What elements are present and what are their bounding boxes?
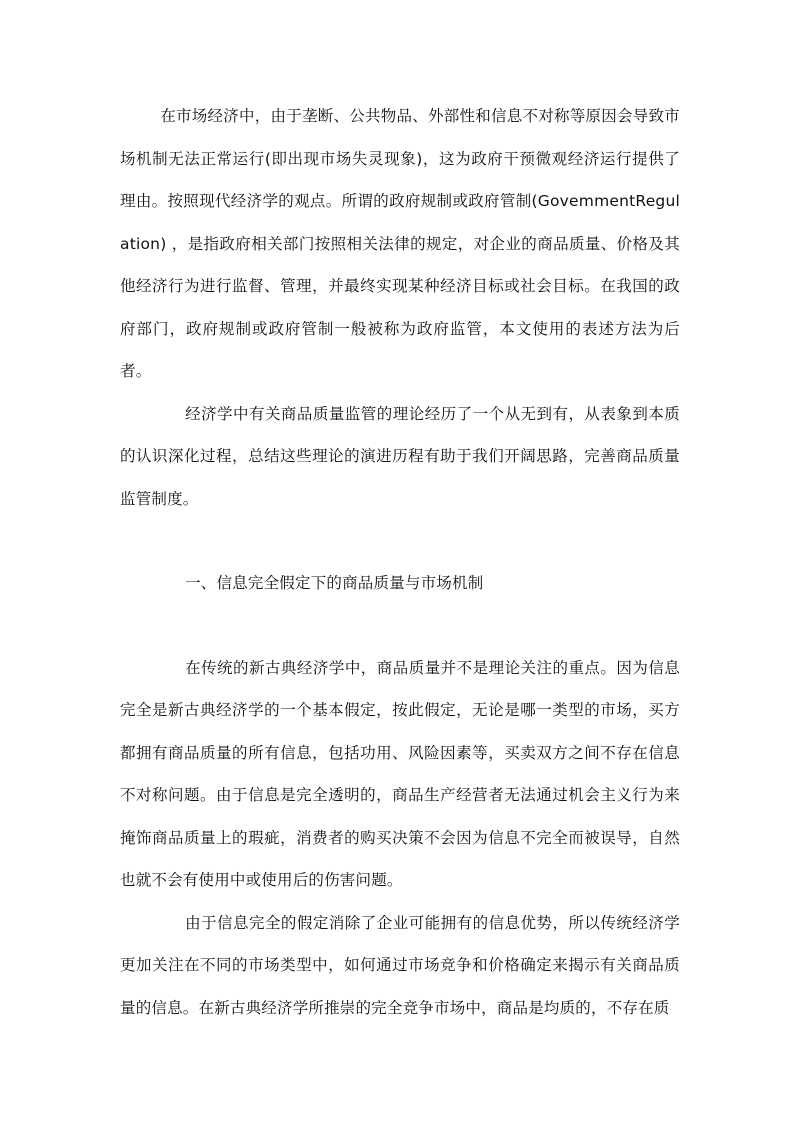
section-heading: 一、信息完全假定下的商品质量与市场机制 xyxy=(185,574,484,592)
document-body xyxy=(120,95,680,1029)
paragraph-neoclassical: 在传统的新古典经济学中，商品质量并不是理论关注的重点。因为信息完全是新古典经济学的一个基本假定，按此假定，无论是哪一类型的市场，买方都拥有商品质量的所有信息，包括功用、风险因素等，买卖双方之间不存在信息不对称问题。由于信息是完全透明的，商品生产经营者无法通过机会主义行为来掩饰商品质量上的瑕疵，消费者的购买决策不会因为信息不完全而被误导，自然也就不会有使用中或使用后的伤害问题。 xyxy=(120,658,680,889)
paragraph-information-advantage: 由于信息完全的假定消除了企业可能拥有的信息优势，所以传统经济学更加关注在不同的市场类型中，如何通过市场竞争和价格确定来揭示有关商品质量的信息。在新古典经济学所推崇的完全竞争市场中，商品是均质的，不存在质 xyxy=(120,913,680,1017)
paragraph-theory-evolution: 经济学中有关商品质量监管的理论经历了一个从无到有，从表象到本质的认识深化过程，总结这些理论的演进历程有助于我们开阔思路，完善商品质量监管制度。 xyxy=(120,404,680,508)
paragraph-market-failure: 在市场经济中，由于垄断、公共物品、外部性和信息不对称等原因会导致市场机制无法正常运行(即出现市场失灵现象)，这为政府干预微观经济运行提供了理由。按照现代经济学的观点。所谓的政府规制或政府管制(GovemmentRegulation) ，是指政府相关部门按照相关法律的规定，对企业的商品质量、价格及其他经济行为进行监督、管理，并最终实现某种经济目标或社会目标。在我国的政府部门，政府规制或政府管制一般被称为政府监管，本文使用的表述方法为后者。 xyxy=(120,107,680,380)
